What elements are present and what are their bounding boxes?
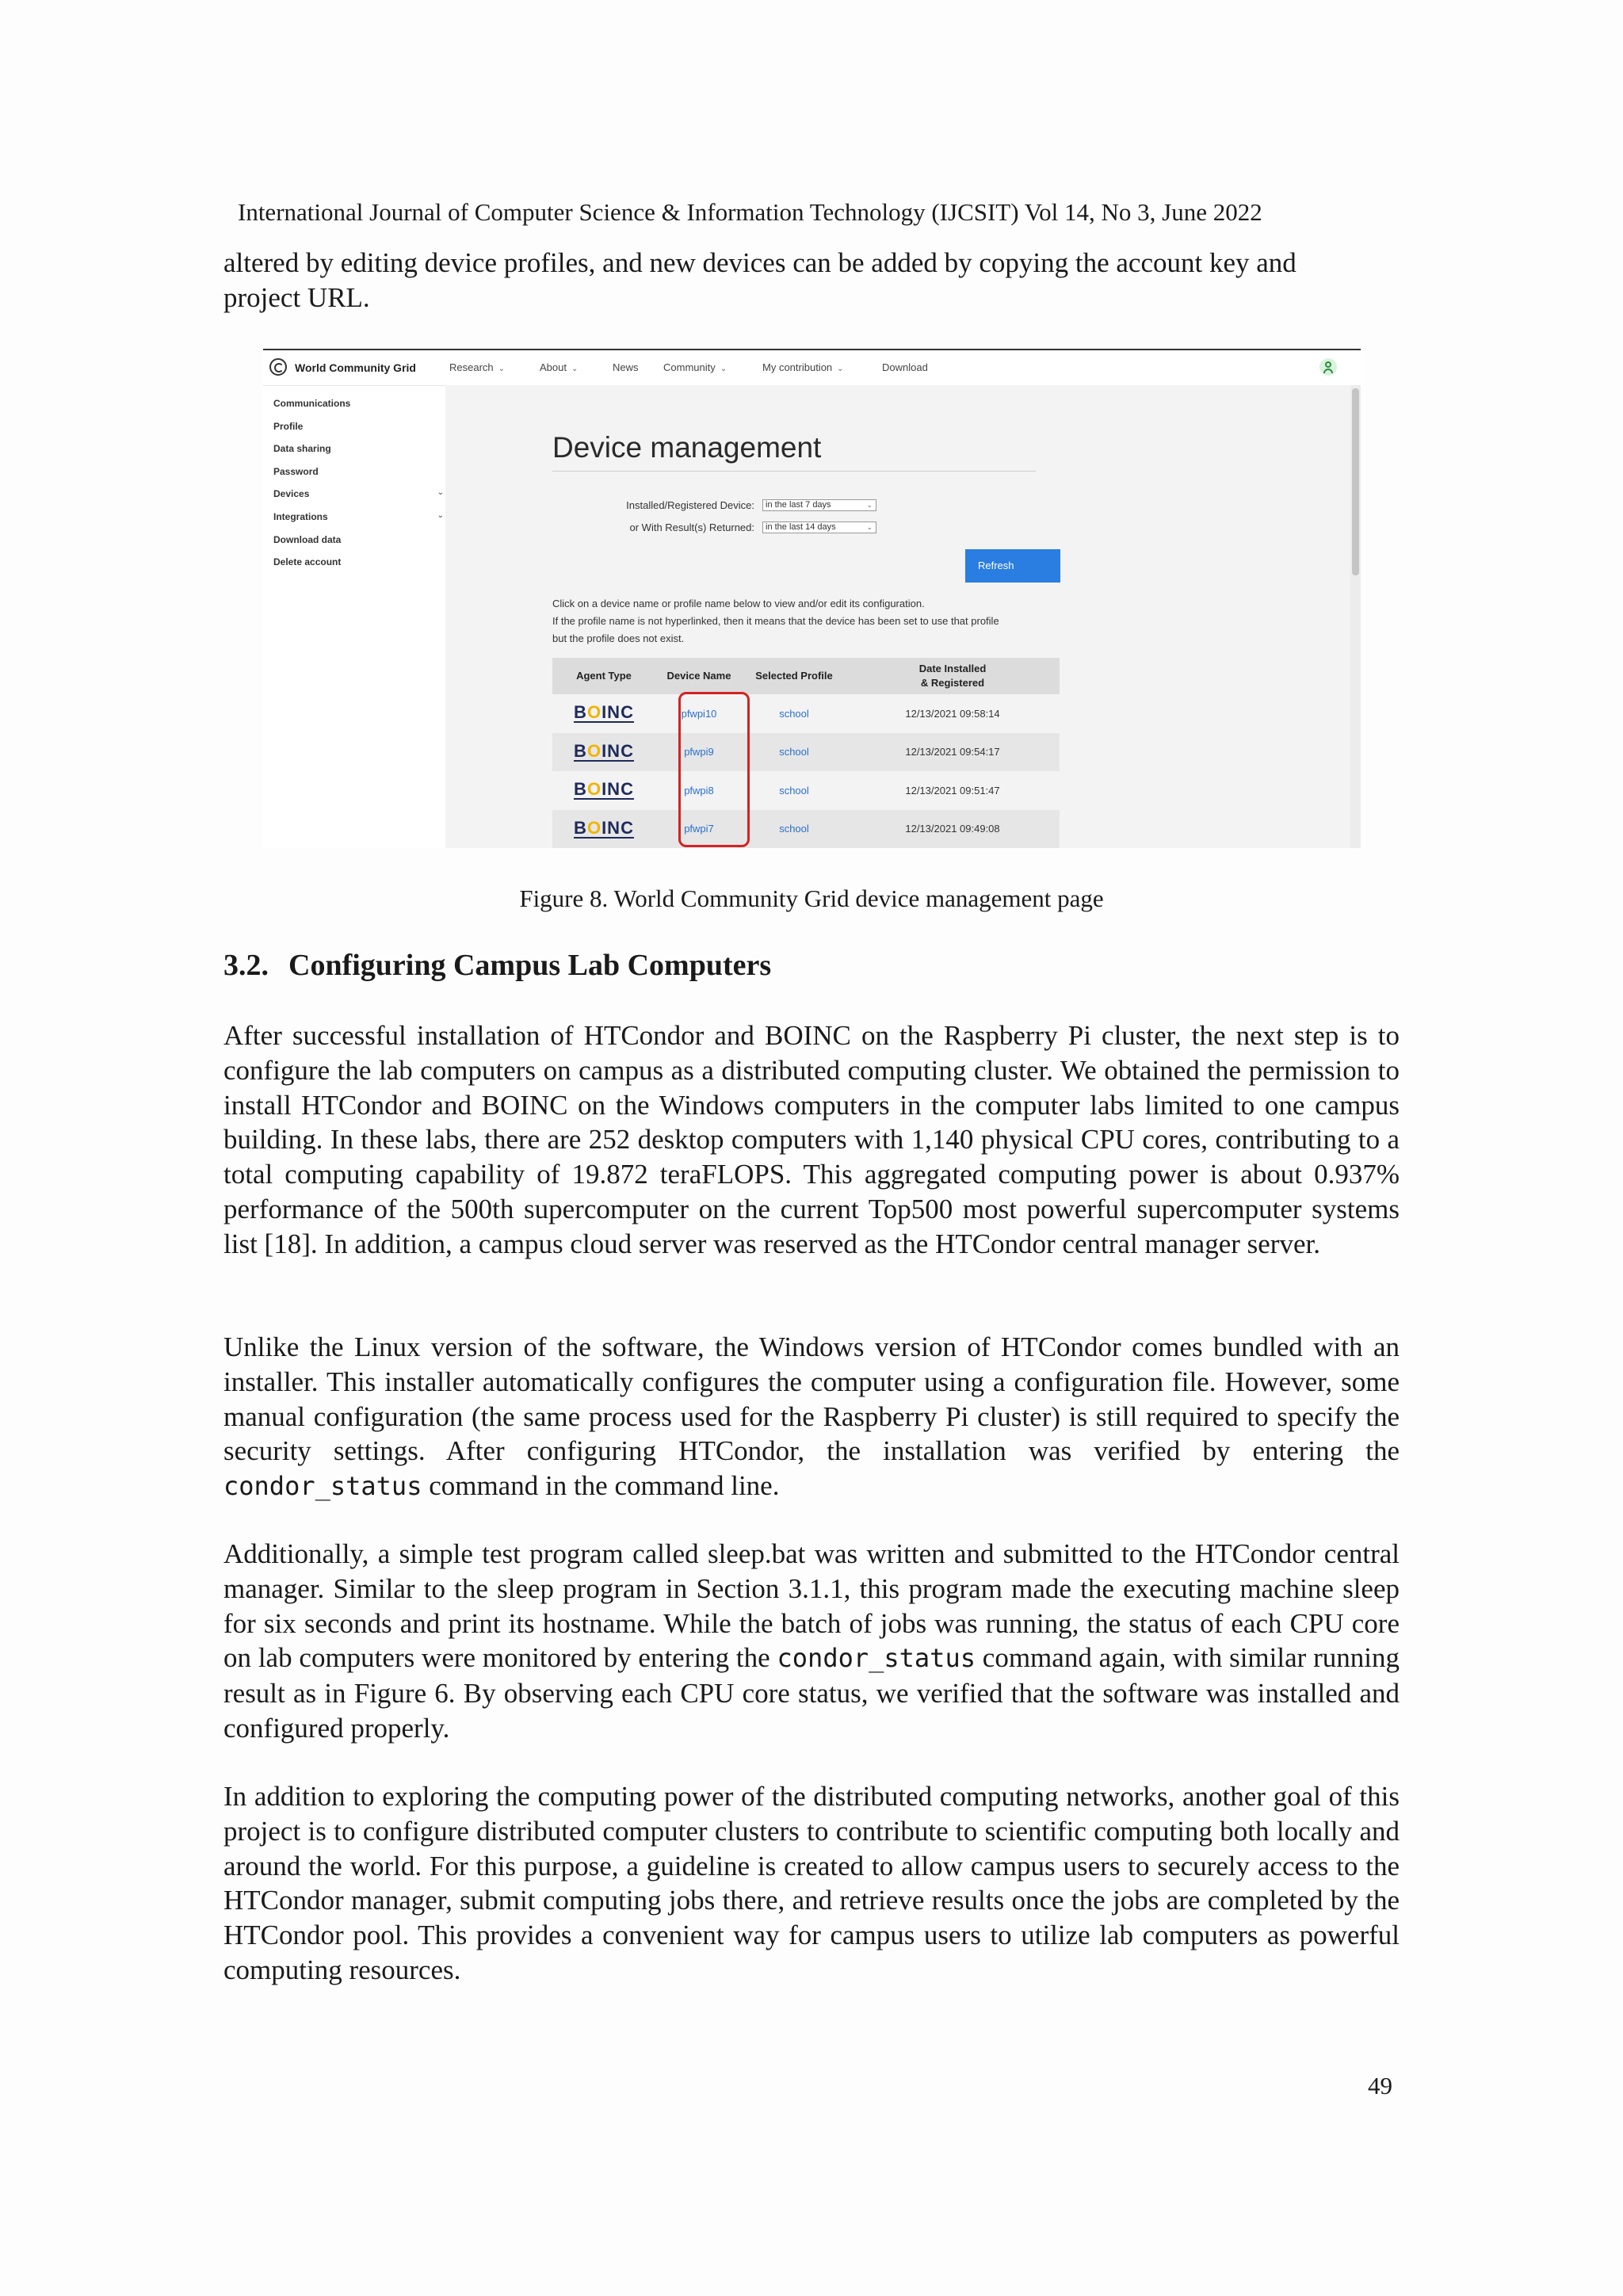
profile-link[interactable]: school	[779, 823, 809, 835]
intro-line-2: project URL.	[223, 281, 370, 313]
returned-filter-label: or With Result(s) Returned:	[629, 521, 754, 533]
device-management-figure	[263, 349, 1361, 848]
installed-filter-select[interactable]	[762, 499, 876, 511]
settings-sidebar	[273, 398, 444, 579]
nav-about-label: About	[540, 361, 567, 373]
nav-community-label: Community	[663, 361, 716, 373]
paragraph-3-body-pre: Additionally, a simple test program called sleep.bat was written and submitted to the HTCondor central manager. Similar to the sleep program in Section 3.1.1, this program made the executing machine sleep for six seconds and print its hostname. While the batch of jobs was running, the status of each CPU core on lab computers were monitored by entering the	[223, 1538, 1400, 1674]
sidebar-item-data-sharing[interactable]	[273, 443, 444, 466]
paragraph-2-last-pre: by entering the	[1202, 1435, 1400, 1467]
chevron-down-icon: ⌄	[437, 488, 444, 498]
profile-cell	[743, 771, 846, 810]
nav-about[interactable]	[540, 361, 578, 373]
sidebar-item-label: Download data	[273, 533, 342, 545]
agent-cell	[552, 810, 655, 849]
returned-filter-value: in the last 14 days	[766, 522, 836, 532]
profile-link[interactable]: school	[779, 707, 809, 720]
nav-download[interactable]	[882, 361, 928, 373]
device-name-highlight-box	[678, 692, 750, 847]
date-cell: 12/13/2021 09:51:47	[846, 771, 1060, 810]
paragraph-1-body: After successful installation of HTCondor and BOINC on the Raspberry Pi cluster, the next step is to configure the lab computers on campus as a distributed computing cluster. We obtained the permission to install HTCondor and BOINC on the Windows computers in the computer labs limited to one campus building. In these labs, there are 252 desktop computers with 1,140 physical CPU cores, contributing to a total computing capability of 19.872 teraFLOPS. This aggregated computing power is about 0.937% performance of the 500th supercomputer on the current Top500 most powerful supercomputer systems list [18]. In addition, a campus cloud server was reserved as	[223, 1020, 1400, 1259]
sidebar-item-download-data[interactable]	[273, 534, 444, 557]
instruction-line-3: but the profile does not exist.	[552, 632, 685, 644]
wcg-navbar	[263, 350, 1361, 386]
sidebar-item-label: Communications	[273, 398, 351, 409]
sidebar-item-label: Data sharing	[273, 443, 331, 455]
chevron-down-icon: ⌄	[866, 523, 873, 531]
chevron-down-icon: ⌄	[866, 501, 873, 509]
agent-cell	[552, 694, 655, 733]
sidebar-item-label: Profile	[273, 420, 304, 432]
col-date-installed	[846, 658, 1060, 694]
device-name-link[interactable]: pfwpi10	[681, 707, 717, 720]
intro-paragraph	[223, 246, 1400, 315]
col-date-line-1: Date Installed	[918, 663, 987, 674]
sidebar-item-profile[interactable]	[273, 421, 444, 444]
boinc-logo-icon: BOINC	[574, 779, 634, 800]
col-device-name: Device Name	[655, 658, 743, 694]
scrollbar-thumb[interactable]	[1352, 388, 1359, 575]
chevron-down-icon: ⌄	[437, 510, 444, 520]
chevron-down-icon: ⌄	[837, 365, 844, 373]
device-name-link[interactable]: pfwpi8	[684, 784, 714, 797]
paragraph-4-last: utilize lab computers as powerful computing resources.	[223, 1920, 1400, 1985]
paragraph-3-body-post: command again, with similar running result as in Figure 6. By observing each CPU core status, we	[223, 1642, 1400, 1710]
sidebar-item-integrations[interactable]	[273, 511, 444, 534]
paragraph-2-body: Unlike the Linux version of the software, the Windows version of HTCondor comes bundled with an installer. This installer automatically configures the computer using a configuration file. However, some manual configuration (the same process used for the Raspberry Pi cluster) is still required to specify the security settings. After configuring HTCondor, the installation was verified	[223, 1331, 1400, 1467]
installed-filter-label: Installed/Registered Device:	[626, 499, 754, 511]
returned-filter-select[interactable]	[762, 521, 876, 533]
section-heading	[223, 948, 771, 983]
section-number: 3.2.	[223, 949, 269, 982]
profile-link[interactable]: school	[779, 784, 809, 797]
table-row	[552, 733, 1060, 772]
sidebar-item-communications[interactable]	[273, 398, 444, 421]
section-title: Configuring Campus Lab Computers	[288, 949, 772, 982]
nav-research-label: Research	[449, 361, 494, 373]
paragraph-4-body: In addition to exploring the computing power of the distributed computing networks, another goal of this project is to configure distributed computer clusters to contribute to scientific computing both locally and around the world. For this purpose, a guideline is created to allow campus users to securely access to the HTCondor manager, submit computing jobs there, and retrieve results once the jobs are completed by the HTCondor pool. This provides a convenient way for campus users to	[223, 1781, 1400, 1951]
page-title: Device management	[552, 431, 822, 464]
running-header: International Journal of Computer Science & Information Technology (IJCSIT) Vol 14, No 3, June 2022	[238, 198, 1262, 226]
paragraph-1-last: the HTCondor central manager server.	[894, 1228, 1320, 1259]
profile-cell	[743, 733, 846, 772]
date-cell: 12/13/2021 09:54:17	[846, 733, 1060, 772]
sidebar-item-label: Integrations	[273, 510, 328, 522]
table-header-row	[552, 658, 1060, 694]
device-name-link[interactable]: pfwpi9	[684, 746, 714, 758]
instruction-line-2: If the profile name is not hyperlinked, then it means that the device has been set to use that profile	[552, 615, 999, 627]
world-community-grid-logo-icon[interactable]	[269, 358, 287, 376]
page-number: 49	[1368, 2072, 1392, 2099]
user-avatar-icon[interactable]	[1319, 358, 1337, 376]
profile-link[interactable]: school	[779, 746, 809, 758]
installed-filter-value: in the last 7 days	[766, 500, 831, 510]
sidebar-item-password[interactable]	[273, 466, 444, 489]
sidebar-item-label: Password	[273, 465, 319, 477]
nav-my-contribution-label: My contribution	[762, 361, 833, 373]
sidebar-item-label: Delete account	[273, 556, 342, 568]
sidebar-item-devices[interactable]	[273, 488, 444, 511]
nav-news-label: News	[613, 361, 639, 373]
col-selected-profile: Selected Profile	[743, 658, 846, 694]
nav-community[interactable]	[663, 361, 727, 373]
inline-code: condor_status	[777, 1643, 976, 1674]
date-cell: 12/13/2021 09:58:14	[846, 694, 1060, 733]
nav-news[interactable]	[613, 361, 639, 373]
paragraph-3-last: verified that the software was installed and configured properly.	[223, 1678, 1400, 1744]
chevron-down-icon: ⌄	[720, 365, 727, 373]
agent-cell	[552, 733, 655, 772]
nav-download-label: Download	[882, 361, 928, 373]
boinc-logo-icon: BOINC	[574, 817, 634, 838]
table-row	[552, 771, 1060, 810]
chevron-down-icon: ⌄	[498, 365, 506, 373]
table-row	[552, 810, 1060, 849]
paragraph-1	[223, 1018, 1400, 1262]
boinc-logo-icon: BOINC	[574, 702, 634, 723]
title-divider	[552, 471, 1036, 472]
chevron-down-icon: ⌄	[571, 365, 579, 373]
paragraph-3	[223, 1537, 1400, 1746]
col-date-line-2: & Registered	[920, 677, 985, 689]
agent-cell	[552, 771, 655, 810]
nav-research[interactable]	[449, 361, 505, 373]
refresh-button[interactable]: Refresh	[965, 549, 1060, 583]
inline-code: condor_status	[223, 1471, 422, 1502]
paragraph-4	[223, 1779, 1400, 1988]
instruction-line-1: Click on a device name or profile name below to view and/or edit its configuration.	[552, 598, 925, 609]
device-table	[552, 658, 1060, 848]
site-logo-text[interactable]: World Community Grid	[295, 361, 416, 374]
nav-my-contribution[interactable]	[762, 361, 844, 373]
date-cell: 12/13/2021 09:49:08	[846, 810, 1060, 849]
paragraph-2-last-post: command in the command line.	[422, 1470, 780, 1502]
figure-caption: Figure 8. World Community Grid device management page	[519, 884, 1104, 912]
sidebar-item-label: Devices	[273, 488, 310, 500]
boinc-logo-icon: BOINC	[574, 740, 634, 761]
sidebar-item-delete-account[interactable]	[273, 556, 444, 579]
intro-line-1: altered by editing device profiles, and new devices can be added by copying the account key and	[223, 247, 1296, 278]
paragraph-2	[223, 1330, 1400, 1504]
col-agent-type: Agent Type	[552, 658, 655, 694]
profile-cell	[743, 694, 846, 733]
profile-cell	[743, 810, 846, 849]
device-name-link[interactable]: pfwpi7	[684, 823, 714, 835]
table-row	[552, 694, 1060, 733]
